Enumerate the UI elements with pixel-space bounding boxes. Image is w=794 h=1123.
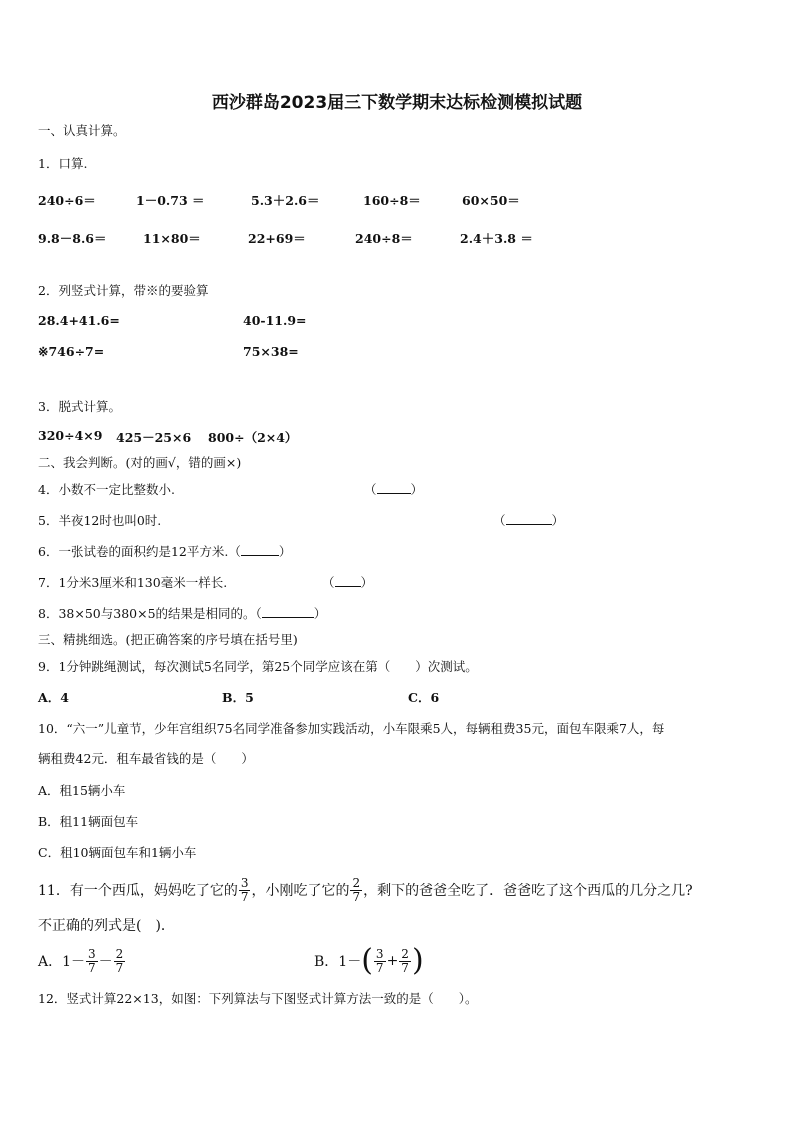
- q10-option-b[interactable]: B．租11辆面包车: [38, 814, 139, 829]
- q12-text: 12．竖式计算22×13，如图：下列算法与下图竖式计算方法一致的是（ ）。: [38, 991, 478, 1006]
- q5-text: 5．半夜12时也叫0时.: [38, 513, 162, 528]
- q11-part-2: ，小刚吃了它的: [251, 883, 350, 899]
- q11-fraction-2: $\frac{2}{7}$: [352, 875, 361, 904]
- q7-blank[interactable]: [335, 574, 361, 587]
- q11-option-b-fraction-1: $\frac{3}{7}$: [375, 946, 384, 975]
- q2-item-1: 28.4+41.6=: [38, 313, 120, 328]
- q3-item-2: 425－25×6: [116, 430, 192, 445]
- q6-close: ）: [278, 544, 292, 559]
- q1-r1-c4: 160÷8＝: [363, 193, 421, 208]
- q3-item-1: 320÷4×9: [38, 428, 103, 443]
- q3-label: 3．脱式计算。: [38, 399, 121, 414]
- q8-label: 8．38×50与380×5的结果是相同的。（: [38, 606, 262, 621]
- q1-r2-c3: 22+69＝: [248, 231, 306, 246]
- q1-r2-c1: 9.8－8.6＝: [38, 231, 107, 246]
- q4-blank[interactable]: [377, 481, 411, 494]
- q9-text: 9．1分钟跳绳测试，每次测试5名同学，第25个同学应该在第（ ）次测试。: [38, 659, 478, 674]
- q11-fraction-1: $\frac{3}{7}$: [240, 875, 249, 904]
- section-3-heading: 三、精挑细选。(把正确答案的序号填在括号里): [38, 632, 298, 647]
- q1-r1-c5: 60×50＝: [462, 193, 520, 208]
- q11-option-a-fraction-2: $\frac{2}{7}$: [115, 946, 124, 975]
- q4-text: 4．小数不一定比整数小.: [38, 482, 175, 497]
- section-1-heading: 一、认真计算。: [38, 123, 126, 138]
- q1-r2-c2: 11×80＝: [143, 231, 201, 246]
- q10-line-2: 辆租费42元．租车最省钱的是（ ）: [38, 751, 254, 766]
- section-2-heading: 二、我会判断。(对的画√，错的画×): [38, 455, 242, 470]
- q11-option-a-fraction-1: $\frac{3}{7}$: [88, 946, 96, 975]
- q6-blank[interactable]: [241, 543, 279, 556]
- q10-option-a[interactable]: A．租15辆小车: [38, 783, 126, 798]
- page-title: 西沙群岛2023届三下数学期末达标检测模拟试题: [211, 93, 583, 113]
- q8-blank[interactable]: [262, 605, 314, 618]
- q1-r1-c2: 1－0.73 ＝: [136, 193, 205, 208]
- q11-option-a[interactable]: [38, 942, 126, 980]
- q11-option-b-plus: +: [386, 953, 399, 969]
- q11-part-3: ，剩下的爸爸全吃了．爸爸吃了这个西瓜的几分之几?: [363, 883, 693, 899]
- q7-text: 7．1分米3厘米和130毫米一样长.: [38, 575, 228, 590]
- q5-blank[interactable]: [506, 512, 552, 525]
- q11-option-b[interactable]: [314, 942, 424, 980]
- q2-item-3: ※746÷7=: [38, 344, 105, 359]
- q11-option-b-fraction-2: $\frac{2}{7}$: [401, 946, 409, 975]
- q6-label: 6．一张试卷的面积约是12平方米.（: [38, 544, 241, 559]
- q4-close: ）: [410, 482, 424, 497]
- q10-line-1: 10．“六一”儿童节，少年宫组织75名同学准备参加实践活动，小车限乘5人，每辆租费35元，面包车限乘7人，每: [38, 721, 665, 736]
- q11-option-a-minus: －: [98, 954, 113, 970]
- q9-option-a[interactable]: A．4: [38, 690, 69, 705]
- q3-item-3: 800÷（2×4）: [208, 430, 298, 445]
- q9-option-c[interactable]: C．6: [408, 690, 440, 705]
- q7-answer[interactable]: [322, 573, 373, 591]
- q5-answer[interactable]: [493, 511, 564, 529]
- q4-open: （: [364, 482, 377, 497]
- q8-text[interactable]: [38, 604, 326, 622]
- q4-answer[interactable]: [364, 480, 423, 498]
- q2-label: 2．列竖式计算，带※的要验算: [38, 283, 209, 298]
- q11-line-2: 不正确的列式是( )．: [38, 918, 175, 934]
- q9-option-b[interactable]: B．5: [222, 690, 254, 705]
- q2-item-4: 75×38=: [243, 344, 299, 359]
- q11-option-a-label: A．1－: [38, 954, 86, 970]
- q10-option-c[interactable]: C．租10辆面包车和1辆小车: [38, 845, 197, 860]
- q11-option-b-paren-open: (: [361, 943, 373, 978]
- q7-close: ）: [360, 575, 374, 590]
- q7-open: （: [322, 575, 335, 590]
- q6-text[interactable]: [38, 542, 291, 560]
- q11-option-b-paren-close: ): [411, 943, 424, 978]
- q1-r2-c4: 240÷8＝: [355, 231, 413, 246]
- q11-line-1: [38, 870, 693, 910]
- q11-option-b-label: B．1－: [314, 954, 362, 970]
- q8-close: ）: [313, 606, 327, 621]
- q11-part-1: 11．有一个西瓜，妈妈吃了它的: [38, 883, 238, 899]
- q1-r2-c5: 2.4＋3.8 ＝: [460, 231, 533, 246]
- q1-r1-c1: 240÷6＝: [38, 193, 96, 208]
- q1-r1-c3: 5.3＋2.6＝: [251, 193, 320, 208]
- q5-open: （: [493, 513, 506, 528]
- q2-item-2: 40-11.9=: [243, 313, 307, 328]
- q5-close: ）: [551, 513, 565, 528]
- q1-label: 1．口算.: [38, 156, 88, 171]
